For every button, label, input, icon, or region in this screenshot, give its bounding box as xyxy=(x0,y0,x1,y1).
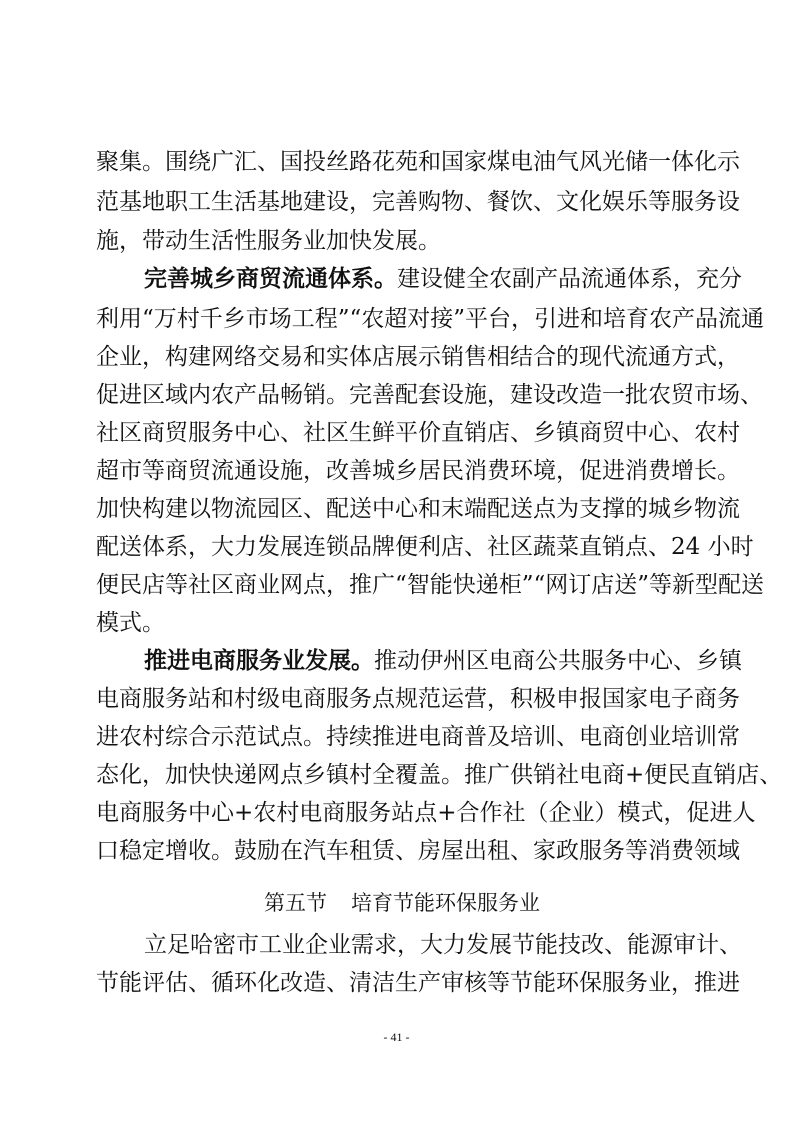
body-text-line: 口稳定增收。鼓励在汽车租赁、房屋出租、家政服务等消费领域 xyxy=(96,838,740,864)
body-text-line: 电商服务中心+农村电商服务站点+合作社（企业）模式，促进人 xyxy=(96,800,756,826)
paragraph-first-line xyxy=(144,263,742,295)
body-text-line: 模式。 xyxy=(96,610,165,636)
body-text-line: 社区商贸服务中心、社区生鲜平价直销店、乡镇商贸中心、农村 xyxy=(96,420,740,446)
paragraph-heading-ecommerce: 推进电商服务业发展。 xyxy=(144,647,374,674)
body-text-line: 范基地职工生活基地建设，完善购物、餐饮、文化娱乐等服务设 xyxy=(96,189,740,215)
body-text-line: 聚集。围绕广汇、国投丝路花苑和国家煤电油气风光储一体化示 xyxy=(96,149,740,175)
body-text-line: 促进区域内农产品畅销。完善配套设施，建设改造一批农贸市场、 xyxy=(96,382,763,408)
body-text-line: 电商服务站和村级电商服务点规范运营，积极申报国家电子商务 xyxy=(96,686,740,712)
body-text-line: 便民店等社区商业网点，推广“智能快递柜”“网订店送”等新型配送 xyxy=(96,572,765,598)
paragraph-heading-commerce: 完善城乡商贸流通体系。 xyxy=(144,265,397,292)
section-title: 培育节能环保服务业 xyxy=(351,891,540,915)
page-number: - 41 - xyxy=(383,1030,410,1044)
body-text: 推动伊州区电商公共服务中心、乡镇 xyxy=(374,648,742,674)
section-number: 第五节 xyxy=(264,891,327,915)
section-heading xyxy=(96,887,708,919)
body-text-line: 态化，加快快递网点乡镇村全覆盖。推广供销社电商+便民直销店、 xyxy=(96,762,783,788)
body-text-line: 利用“万村千乡市场工程”“农超对接”平台，引进和培育农产品流通 xyxy=(96,306,765,332)
body-text-line: 超市等商贸流通设施，改善城乡居民消费环境，促进消费增长。 xyxy=(96,458,740,484)
body-text-line: 立足哈密市工业企业需求，大力发展节能技改、能源审计、 xyxy=(144,932,742,958)
body-text-line: 进农村综合示范试点。持续推进电商普及培训、电商创业培训常 xyxy=(96,724,740,750)
body-text-line: 加快构建以物流园区、配送中心和末端配送点为支撑的城乡物流 xyxy=(96,496,740,522)
body-text-line: 节能评估、循环化改造、清洁生产审核等节能环保服务业，推进 xyxy=(96,970,740,996)
body-text-line: 企业，构建网络交易和实体店展示销售相结合的现代流通方式， xyxy=(96,344,740,370)
body-text-line: 配送体系，大力发展连锁品牌便利店、社区蔬菜直销点、24 小时 xyxy=(96,534,754,560)
paragraph-first-line xyxy=(144,645,742,677)
body-text: 建设健全农副产品流通体系，充分 xyxy=(397,266,742,292)
body-text-line: 施，带动生活性服务业加快发展。 xyxy=(96,228,441,254)
